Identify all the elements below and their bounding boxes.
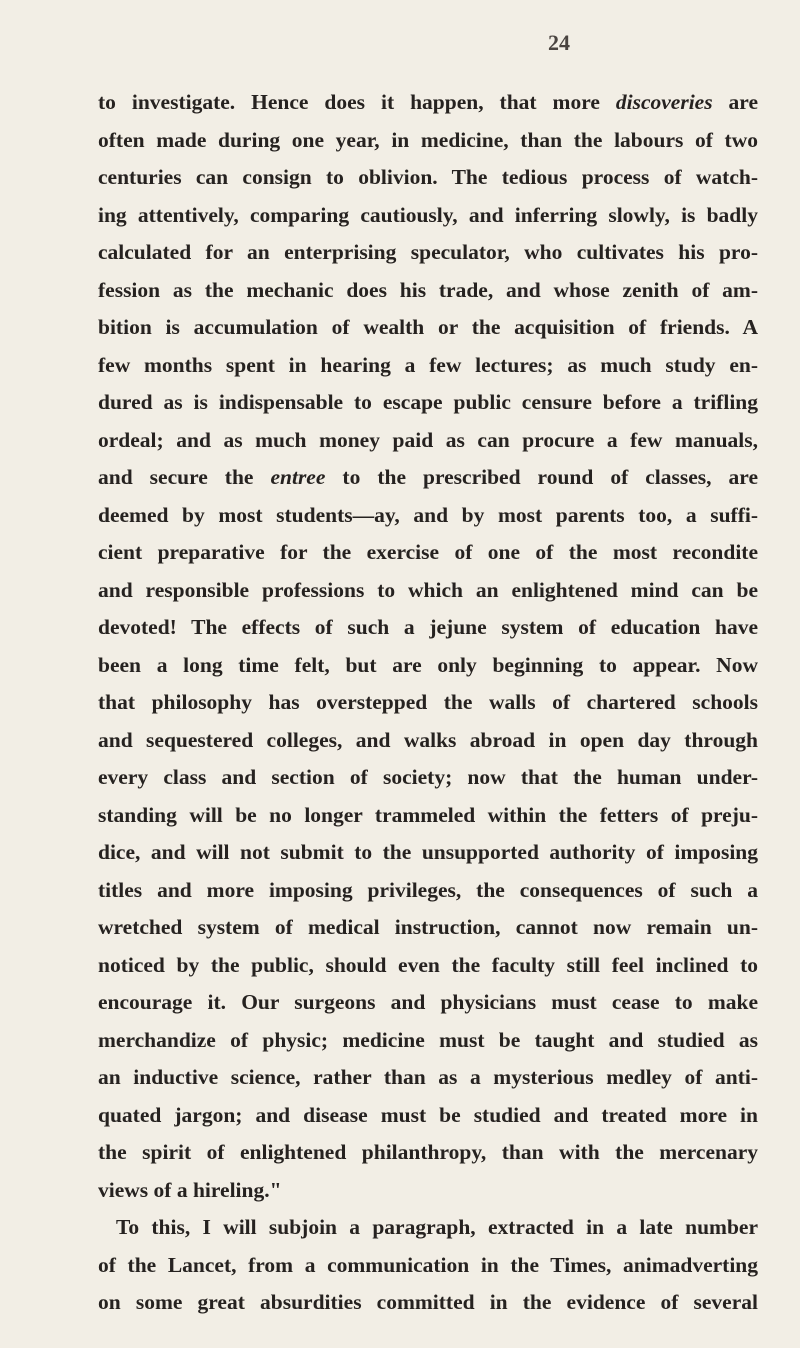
text-line xyxy=(98,234,758,272)
line-text: of the Lancet, from a communication in the Times, animadverting xyxy=(98,1252,758,1277)
body-text xyxy=(98,84,758,1322)
text-line xyxy=(98,1097,758,1135)
line-text: wretched system of medical instruction, cannot now remain un- xyxy=(98,915,758,939)
line-text: been a long time felt, but are only beginning to appear. Now xyxy=(98,652,758,677)
text-line xyxy=(98,984,758,1022)
line-text: to the prescribed round of classes, are xyxy=(325,465,758,489)
text-line xyxy=(98,909,758,947)
line-text: ordeal; and as much money paid as can procure a few manuals, xyxy=(98,427,758,452)
line-text: standing will be no longer trammeled within the fetters of preju- xyxy=(98,802,758,827)
line-text: every class and section of society; now that the human under- xyxy=(98,765,758,789)
text-line xyxy=(98,834,758,872)
text-line xyxy=(98,459,758,497)
line-text: bition is accumulation of wealth or the acquisition of friends. A xyxy=(98,315,758,339)
text-line xyxy=(98,497,758,535)
line-text: devoted! The effects of such a jejune system of education have xyxy=(98,615,758,639)
line-text: often made during one year, in medicine, than the labours of two xyxy=(98,127,758,152)
text-line xyxy=(98,1209,758,1247)
line-text: encourage it. Our surgeons and physicians must cease to make xyxy=(98,990,758,1014)
line-text: To this, I will subjoin a paragraph, extracted in a late number xyxy=(116,1215,758,1239)
text-line xyxy=(98,159,758,197)
text-line xyxy=(98,1172,758,1210)
line-text: and responsible professions to which an enlightened mind can be xyxy=(98,577,758,602)
text-line xyxy=(98,122,758,160)
line-text: fession as the mechanic does his trade, and whose zenith of am- xyxy=(98,277,758,302)
text-line xyxy=(98,722,758,760)
line-text: views of a hireling." xyxy=(98,1177,282,1202)
text-line xyxy=(98,759,758,797)
line-text: and sequestered colleges, and walks abroad in open day through xyxy=(98,727,758,752)
text-line xyxy=(98,1284,758,1322)
text-line xyxy=(98,872,758,910)
line-text: centuries can consign to oblivion. The tedious process of watch- xyxy=(98,165,758,189)
line-text: on some great absurdities committed in the evidence of several xyxy=(98,1290,758,1314)
text-line xyxy=(98,84,758,122)
line-text: titles and more imposing privileges, the consequences of such a xyxy=(98,877,758,902)
text-line xyxy=(98,384,758,422)
text-line xyxy=(98,309,758,347)
line-text: that philosophy has overstepped the walls of chartered schools xyxy=(98,690,758,714)
text-line xyxy=(98,1059,758,1097)
line-text: ing attentively, comparing cautiously, and inferring slowly, is badly xyxy=(98,202,758,227)
text-line xyxy=(98,534,758,572)
line-text: an inductive science, rather than as a mysterious medley of anti- xyxy=(98,1065,758,1089)
text-line xyxy=(98,609,758,647)
text-line xyxy=(98,422,758,460)
line-text: deemed by most students—ay, and by most parents too, a suffi- xyxy=(98,502,758,527)
text-line xyxy=(98,1134,758,1172)
line-text: few months spent in hearing a few lectures; as much study en- xyxy=(98,352,758,377)
line-text: quated jargon; and disease must be studied and treated more in xyxy=(98,1102,758,1127)
line-text: cient preparative for the exercise of one of the most recondite xyxy=(98,540,758,564)
italic-text: discoveries xyxy=(615,90,713,114)
line-text: calculated for an enterprising speculator, who cultivates his pro- xyxy=(98,240,758,264)
text-line xyxy=(98,197,758,235)
line-text: noticed by the public, should even the faculty still feel inclined to xyxy=(98,952,758,977)
text-line xyxy=(98,797,758,835)
text-line xyxy=(98,647,758,685)
text-line xyxy=(98,1022,758,1060)
text-line xyxy=(98,347,758,385)
line-text: to investigate. Hence does it happen, that more xyxy=(98,90,616,114)
line-text: dice, and will not submit to the unsupported authority of imposing xyxy=(98,840,758,864)
line-text: dured as is indispensable to escape public censure before a trifling xyxy=(98,390,758,414)
page-number: 24 xyxy=(548,30,570,55)
line-text: the spirit of enlightened philanthropy, than with the mercenary xyxy=(98,1140,758,1164)
italic-text: entree xyxy=(270,465,326,489)
text-line xyxy=(98,572,758,610)
text-line xyxy=(98,1247,758,1285)
line-text: are xyxy=(712,90,758,114)
text-line xyxy=(98,947,758,985)
line-text: and secure the xyxy=(98,465,271,489)
text-line xyxy=(98,684,758,722)
line-text: merchandize of physic; medicine must be taught and studied as xyxy=(98,1027,758,1052)
text-line xyxy=(98,272,758,310)
